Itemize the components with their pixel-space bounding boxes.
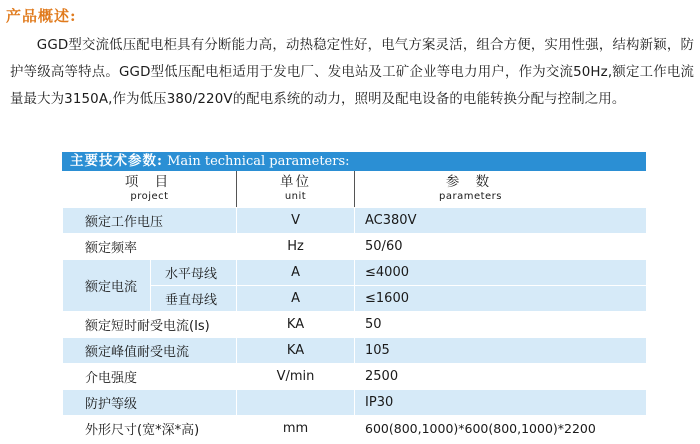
row-value: ≤1600: [355, 285, 647, 311]
row-item: 额定工作电压: [63, 207, 237, 233]
row-unit: Hz: [237, 233, 355, 259]
table-row: [63, 311, 647, 337]
row-value: 600(800,1000)*600(800,1000)*2200: [355, 415, 647, 441]
row-item: 外形尺寸(宽*深*高): [63, 415, 237, 441]
row-item: 防护等级: [63, 389, 237, 415]
table-row: [63, 337, 647, 363]
row-unit: KA: [237, 311, 355, 337]
col-param-zh: 参 数: [445, 174, 496, 191]
row-value: IP30: [355, 389, 647, 415]
spec-table: [62, 152, 646, 442]
row-value: 2500: [355, 363, 647, 389]
col-header-unit: [237, 171, 355, 207]
intro-paragraph: GGD型交流低压配电柜具有分断能力高，动热稳定性好，电气方案灵活，组合方便，实用性强，结构新颖，防护等级高等特点。GGD型低压配电柜适用于发电厂、发电站及工矿企业等电力用户，作为交流50Hz,额定工作电流量最大为3150A,作为低压380/220V的配电系统的动力，照明及配电设备的电能转换分配与控制之用。: [10, 38, 694, 107]
row-unit: KA: [237, 337, 355, 363]
row-subitem: 水平母线: [151, 259, 237, 285]
row-value: 105: [355, 337, 647, 363]
table-title-zh: 主要技术参数:: [70, 153, 163, 169]
table-row: [63, 363, 647, 389]
row-value: AC380V: [355, 207, 647, 233]
spec-grid: [62, 171, 647, 442]
row-unit: [237, 389, 355, 415]
row-unit: A: [237, 285, 355, 311]
col-header-item: [63, 171, 237, 207]
table-row: [63, 285, 647, 311]
row-unit: V/min: [237, 363, 355, 389]
row-item: 额定电流: [63, 259, 151, 311]
row-unit: V: [237, 207, 355, 233]
row-subitem: 垂直母线: [151, 285, 237, 311]
col-unit-zh: 单位: [280, 174, 312, 191]
table-row: [63, 259, 647, 285]
row-value: ≤4000: [355, 259, 647, 285]
table-row: [63, 207, 647, 233]
row-item: 额定短时耐受电流(Is): [63, 311, 237, 337]
table-row: [63, 415, 647, 441]
column-header-row: [63, 171, 647, 207]
table-title-en: Main technical parameters:: [162, 154, 350, 169]
table-header-bar: [62, 152, 646, 171]
row-unit: A: [237, 259, 355, 285]
row-item: 额定峰值耐受电流: [63, 337, 237, 363]
row-item: 介电强度: [63, 363, 237, 389]
col-item-en: project: [130, 191, 169, 203]
row-value: 50/60: [355, 233, 647, 259]
section-title: 产品概述:: [6, 7, 77, 25]
row-unit: mm: [237, 415, 355, 441]
col-header-param: [355, 171, 647, 207]
row-item: 额定频率: [63, 233, 237, 259]
col-param-en: parameters: [439, 191, 503, 203]
table-row: [63, 389, 647, 415]
table-row: [63, 233, 647, 259]
col-unit-en: unit: [284, 191, 307, 203]
row-value: 50: [355, 311, 647, 337]
col-item-zh: 项 目: [124, 174, 175, 191]
